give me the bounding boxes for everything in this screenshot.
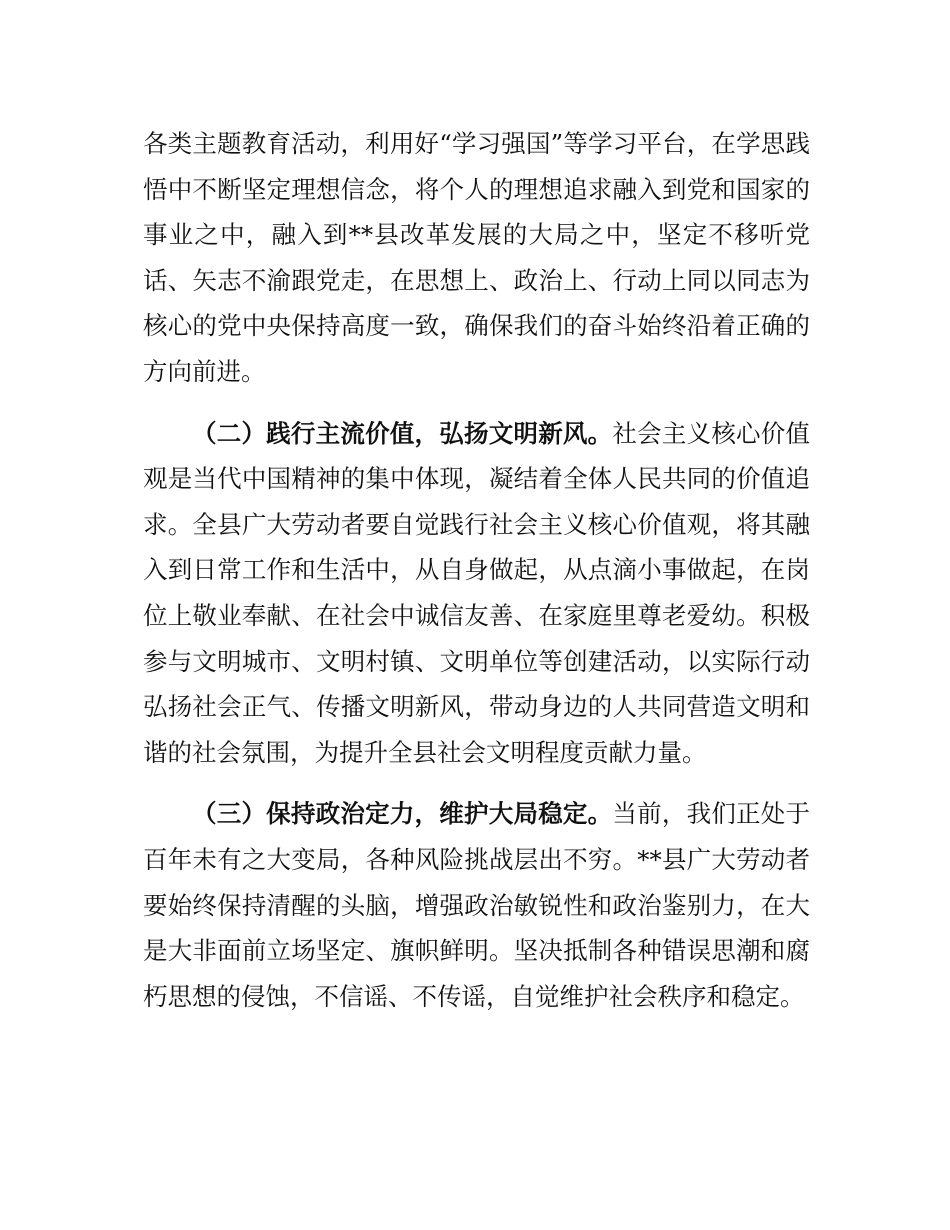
- paragraph-section-3: [143, 791, 810, 1019]
- paragraph-text: 社会主义核心价值观是当代中国精神的集中体现，凝结着全体人民共同的价值追求。全县广大劳动者要自觉践行社会主义核心价值观，将其融入到日常工作和生活中，从自身做起，从点滴小事做起，在岗位上敬业奉献、在社会中诚信友善、在家庭里尊老爱幼。积极参与文明城市、文明村镇、文明单位等创建活动，以实际行动弘扬社会正气、传播文明新风，带动身边的人共同营造文明和谐的社会氛围，为提升全县社会文明程度贡献力量。: [143, 418, 811, 767]
- section-heading: （三）保持政治定力，维护大局稳定。: [192, 799, 613, 829]
- section-heading: （二）践行主流价值，弘扬文明新风。: [192, 418, 613, 448]
- paragraph-text: 各类主题教育活动，利用好“学习强国”等学习平台，在学思践悟中不断坚定理想信念，将个人的理想追求融入到党和国家的事业之中，融入到**县改革发展的大局之中，坚定不移听党话、矢志不渝跟党走，在思想上、政治上、行动上同以同志为核心的党中央保持高度一致，确保我们的奋斗始终沿着正确的方向前进。: [143, 129, 810, 386]
- document-page: [143, 121, 810, 1019]
- paragraph-text: 当前，我们正处于百年未有之大变局，各种风险挑战层出不穷。**县广大劳动者要始终保持清醒的头脑，增强政治敏锐性和政治鉴别力，在大是大非面前立场坚定、旗帜鲜明。坚决抵制各种错误思潮和腐朽思想的侵蚀，不信谣、不传谣，自觉维护社会秩序和稳定。: [143, 799, 811, 1011]
- paragraph-continuation: [143, 121, 810, 395]
- paragraph-section-2: [143, 411, 810, 776]
